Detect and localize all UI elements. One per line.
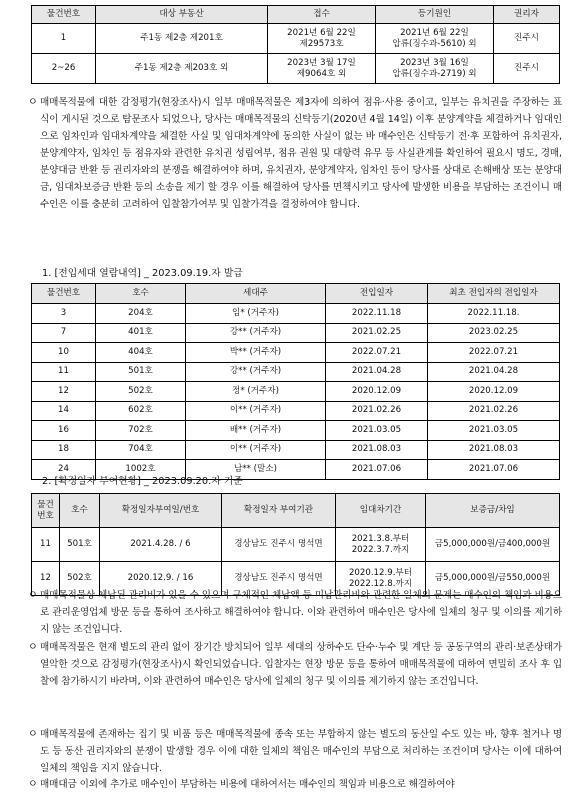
table-cell: 3 [32,304,96,324]
table-cell: 2020.12.9.부터 2022.12.8.까지 [336,562,426,596]
table-cell: 602호 [96,401,186,421]
table-row [32,440,560,460]
table-cell: 501호 [60,528,100,562]
bullet-symbol: ㅇ [28,729,38,740]
table-row [32,304,560,324]
bullet-symbol: ㅇ [28,779,38,790]
table-header-row [32,6,560,24]
column-header: 접수 [268,6,376,24]
table-cell: 2021.04.28 [428,362,560,382]
table-cell: 2022.11.18. [428,304,560,324]
table-cell: 704호 [96,440,186,460]
table-cell: 401호 [96,323,186,343]
table-cell: 11 [32,362,96,382]
column-header: 세대주 [186,284,326,304]
section-title-fixed-date: 2. [확정일자 부여현황] _ 2023.09.20.자 기준 [42,476,243,487]
table-cell: 남** (말소) [186,460,326,480]
table-cell: 2022.07.21 [428,343,560,363]
table-cell: 2021.3.8.부터 2022.3.7.까지 [336,528,426,562]
table-cell: 2023.02.25 [428,323,560,343]
table-row [32,401,560,421]
table-cell: 2020.12.09 [428,382,560,402]
table-cell: 702호 [96,421,186,441]
table-cell: 14 [32,401,96,421]
bullet-symbol: ㅇ [28,642,38,653]
column-header: 물건 번호 [32,494,60,528]
table-row [32,421,560,441]
table-cell: 강** (거주자) [186,323,326,343]
table-cell: 501호 [96,362,186,382]
table-cell: 진주시 [494,24,560,54]
column-header: 등기원인 [376,6,494,24]
table-cell: 10 [32,343,96,363]
section-title-resident-registry: 1. [전입세대 열람내역] _ 2023.09.19.자 발급 [42,268,243,279]
table-cell: 배** (거주자) [186,421,326,441]
bullet-additional-costs: ㅇ 매매대금 이외에 추가로 매수인이 부담하는 비용에 대하여서는 매수인의 책임과 비용으로 해결하여야 [22,776,562,793]
table-cell: 404호 [96,343,186,363]
table-cell: 2023년 3월 17일 제9064호 외 [268,54,376,84]
table-cell: 주1동 제2층 제201호 [96,24,268,54]
table-cell: 이** (거주자) [186,440,326,460]
table-cell: 경상남도 진주시 명석면 [222,562,336,596]
table-cell: 18 [32,440,96,460]
seizure-registry-table [31,5,560,84]
table-cell: 2022.07.21 [326,343,428,363]
resident-registry-table [31,283,560,480]
table-cell: 2021.02.26 [326,401,428,421]
bullet-management-fees: ㅇ 매매목적물상 체납된 관리비가 있을 수 있으며 구체적인 체납액 등 미납관리비와 관련한 일체의 문제는 매수인의 책임과 비용으로 관리운영업체 방문 등을 통하여 조사하고 해결하여야 합니다. 이와 관련하여 매수인은 당사에 일체의 청구 및 이의를 제기하지 않는 조건입니다. [22,587,562,638]
table-cell: 2021.02.25 [326,323,428,343]
table-row [32,54,560,84]
table-cell: 24 [32,460,96,480]
table-row [32,24,560,54]
table-cell: 2021년 6월 22일 압류(징수과-5610) 외 [376,24,494,54]
table-cell: 2021.4.28. / 6 [100,528,222,562]
column-header: 물건번호 [32,284,96,304]
column-header: 확정일자부여일/번호 [100,494,222,528]
table-cell: 임* (거주자) [186,304,326,324]
column-header: 호수 [60,494,100,528]
table-cell: 강** (거주자) [186,362,326,382]
paragraph-occupancy-notice: ㅇ 매매목적물에 대한 감정평가(현장조사)시 일부 매매목적물은 제3자에 의하여 점유·사용 중이고, 일부는 유치권을 주장하는 표식이 게시된 것으로 탐문조사 되었으나, 당사는 매매목적물의 신탁등기(2020년 4월 14일) 이후 분양계약을 체결하거나 임대인으로 임차인과 임대차계약을 체결한 사실 및 임대차계약에 동의한 사실이 없는 바 매수인은 신탁등기 전·후 포함하여 유치권자, 분양계약자, 임차인 등 점유자와 관련한 유치권 성립여부, 점유 권원 및 대항력 유무 등 사실관계를 확인하여 필요시 명도, 경매, 분양대금 반환 등 권리자와의 분쟁을 해결하여야 하며, 유치권자, 분양계약자, 임차인 등이 당사를 상대로 손해배상 또는 분양대금, 임대차보증금 반환 등의 소송을 제기 할 경우 이를 해결하여 당사를 면책시키고 당사에 발생한 비용을 부담하는 조건이니 매수인은 이를 충분히 고려하여 입찰참가여부 및 입찰가격을 결정하여야 합니다. [22,94,562,213]
column-header: 대상 부동산 [96,6,268,24]
table-cell: 7 [32,323,96,343]
bullet-property-condition: ㅇ 매매목적물은 현재 별도의 관리 없이 장기간 방치되어 일부 세대의 상하수도 단수·누수 및 계단 등 공동구역의 관리·보존상태가 열악한 것으로 감정평가(현장조사)시 확인되었습니다. 입찰자는 현장 방문 등을 통하여 매매목적물에 대하여 면밀히 조사 후 입찰에 참가하시기 바라며, 이와 관련하여 매수인은 당사에 일체의 청구 및 이의를 제기하지 않는 조건입니다. [22,639,562,690]
table-cell: 2021.08.03 [428,440,560,460]
column-header: 임대차기간 [336,494,426,528]
fixed-date-table [31,493,560,596]
table-cell: 12 [32,562,60,596]
table-header-row [32,284,560,304]
column-header: 최초 전입자의 전입일자 [428,284,560,304]
column-header: 물건번호 [32,6,96,24]
table-cell: 금5,000,000원/금550,000원 [426,562,560,596]
table-cell: 2021.04.28 [326,362,428,382]
table-cell: 경상남도 진주시 명석면 [222,528,336,562]
table-header-row [32,494,560,528]
table-cell: 2021.02.26 [428,401,560,421]
table-cell: 2~26 [32,54,96,84]
table-row [32,382,560,402]
bullet-symbol: ㅇ [28,590,38,601]
table-cell: 2021.08.03 [326,440,428,460]
table-cell: 정* (거주자) [186,382,326,402]
bullet-symbol: ㅇ [28,97,38,108]
table-cell: 16 [32,421,96,441]
table-cell: 2021.07.06 [428,460,560,480]
table-cell: 이** (거주자) [186,401,326,421]
column-header: 보증금/차임 [426,494,560,528]
table-cell: 2021.03.05 [428,421,560,441]
table-cell: 2020.12.9. / 16 [100,562,222,596]
table-cell: 금5,000,000원/금400,000원 [426,528,560,562]
table-cell: 12 [32,382,96,402]
table-row [32,528,560,562]
table-cell: 204호 [96,304,186,324]
table-cell: 11 [32,528,60,562]
column-header: 권리자 [494,6,560,24]
table-cell: 502호 [96,382,186,402]
table-cell: 2022.11.18 [326,304,428,324]
table-cell: 주1동 제2층 제203호 외 [96,54,268,84]
table-row [32,343,560,363]
bullet-movable-property: ㅇ 매매목적물에 존재하는 집기 및 비품 등은 매매목적물에 종속 또는 부합하지 않는 별도의 동산일 수도 있는 바, 향후 철거나 명도 등 동산 권리자와의 분쟁이 발생할 경우 이에 대한 일체의 책임은 매수인의 부담으로 처리하는 조건이며 당사는 이에 대하여 일체의 책임을 지지 않습니다. [22,726,562,777]
table-cell: 진주시 [494,54,560,84]
table-cell: 2023년 3월 16일 압류(징수과-2719) 외 [376,54,494,84]
table-cell: 1002호 [96,460,186,480]
table-row [32,362,560,382]
table-cell: 502호 [60,562,100,596]
table-cell: 박** (거주자) [186,343,326,363]
table-cell: 1 [32,24,96,54]
column-header: 전입일자 [326,284,428,304]
column-header: 호수 [96,284,186,304]
table-cell: 2021.07.06 [326,460,428,480]
table-cell: 2021년 6월 22일 제29573호 [268,24,376,54]
column-header: 확정일자 부여기관 [222,494,336,528]
table-cell: 2021.03.05 [326,421,428,441]
table-cell: 2020.12.09 [326,382,428,402]
table-row [32,323,560,343]
